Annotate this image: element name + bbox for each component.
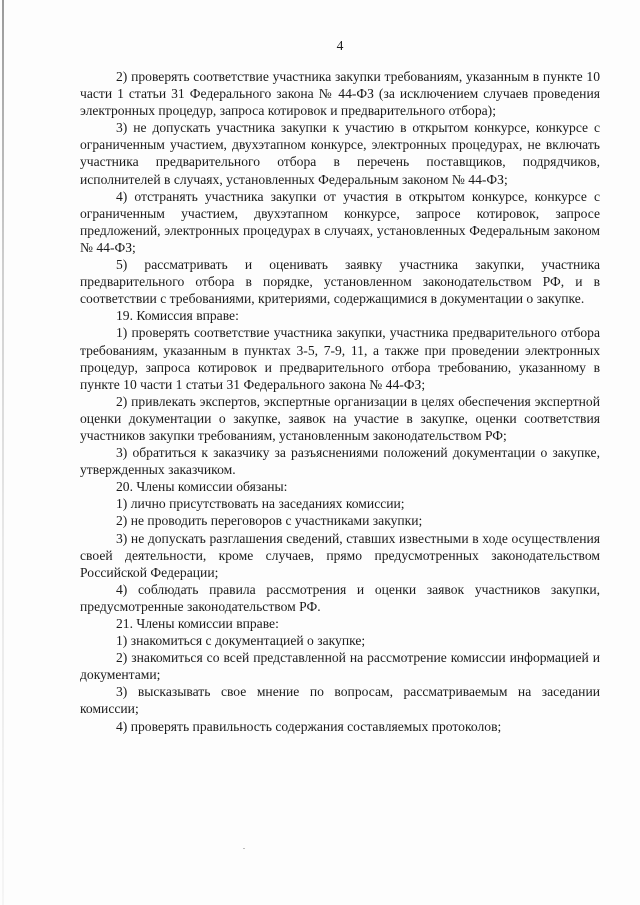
paragraph: 1) знакомиться с документацией о закупке; [116, 633, 366, 649]
section-heading-19: 19. Комиссия вправе: [116, 308, 239, 324]
section-heading-20: 20. Члены комиссии обязаны: [116, 479, 288, 495]
page-number: 4 [336, 38, 344, 53]
paragraph: 2) проверять соответствие участника закупки требованиям, указанным в пункте 10 части 1 статьи 31 Федерального закона № 44-ФЗ (за исключением случаев проведения электронных процедур, запроса котировок и предварительного отбора); [80, 69, 600, 119]
paragraph: 4) соблюдать правила рассмотрения и оценки заявок участников закупки, предусмотренные законодательством РФ. [80, 581, 600, 614]
paragraph: 3) не допускать участника закупки к участию в открытом конкурсе, конкурсе с ограниченным участием, двухэтапном конкурсе, электронных процедурах, не включать участника предварительного отбора в перечень поставщиков, подрядчиков, исполнителей в случаях, установленных Федеральным законом № 44-ФЗ; [80, 120, 600, 187]
scan-edge-shadow [2, 0, 4, 905]
paragraph: 4) отстранять участника закупки от участия в открытом конкурсе, конкурсе с ограниченным участием, двухэтапном конкурсе, запросе котировок, запросе предложений, электронных процедурах в случаях, установленных Федеральным законом № 44-ФЗ; [80, 188, 600, 255]
paragraph: 2) знакомиться со всей представленной на рассмотрение комиссии информацией и документами; [80, 650, 600, 683]
paragraph: 1) лично присутствовать на заседаниях комиссии; [116, 496, 405, 512]
section-heading-21: 21. Члены комиссии вправе: [116, 616, 279, 631]
paragraph: 3) обратиться к заказчику за разъяснениями положений документации о закупке, утвержденных заказчиком. [80, 445, 600, 478]
paragraph: 5) рассматривать и оценивать заявку участника закупки, участника предварительного отбора в порядке, установленном законодательством РФ, и в соответствии с требованиями, критериями, содержащимися в документации о закупке. [80, 257, 600, 307]
paragraph: 4) проверять правильность содержания составляемых протоколов; [116, 718, 502, 734]
document-body [80, 68, 600, 735]
paragraph: 2) привлекать экспертов, экспертные организации в целях обеспечения экспертной оценки документации о закупке, заявок на участие в закупке, оценки соответствия участников закупки требованиям, установленным законодательством РФ; [80, 393, 600, 443]
paragraph: 3) высказывать свое мнение по вопросам, рассматриваемым на заседании комиссии; [80, 684, 600, 717]
paragraph: 1) проверять соответствие участника закупки, участника предварительного отбора требованиям, указанным в пунктах 3-5, 7-9, 11, а также при проведении электронных процедур, запроса котировок и предварительного отбора требованию, указанному в пункте 10 части 1 статьи 31 Федерального закона № 44-ФЗ; [80, 325, 600, 392]
scan-speck [243, 848, 245, 849]
paragraph: 2) не проводить переговоров с участниками закупки; [116, 513, 423, 529]
paragraph: 3) не допускать разглашения сведений, ставших известными в ходе осуществления своей деятельности, кроме случаев, прямо предусмотренных законодательством Российской Федерации; [80, 530, 600, 580]
